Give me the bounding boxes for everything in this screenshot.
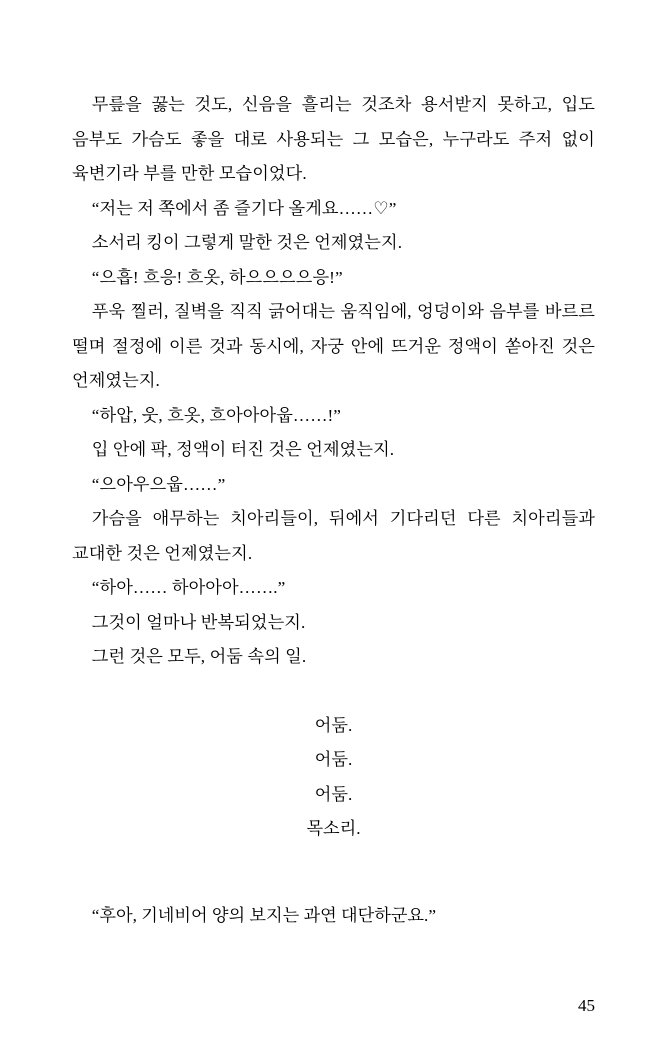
paragraph: 가슴을 애무하는 치아리들이, 뒤에서 기다리던 다른 치아리들과 교대한 것은 언제였는지. bbox=[72, 509, 595, 563]
paragraph: 그것이 얼마나 반복되었는지. bbox=[91, 612, 306, 632]
spacer bbox=[72, 847, 595, 881]
paragraph: “으흡! 흐응! 흐옷, 하으으으으응!” bbox=[91, 267, 343, 287]
centered-line: 어둠. bbox=[314, 784, 353, 804]
centered-line: 목소리. bbox=[306, 819, 361, 838]
paragraph: “으아우으웁……” bbox=[91, 474, 226, 494]
paragraph: 입 안에 팍, 정액이 터진 것은 언제였는지. bbox=[91, 440, 395, 459]
centered-lines-block bbox=[72, 709, 595, 847]
paragraph: “하압, 웃, 흐옷, 흐아아아웁……!” bbox=[91, 405, 342, 425]
paragraph: 푸욱 찔러, 질벽을 직직 긁어대는 움직임에, 엉덩이와 음부를 바르르 떨며 절정에 이른 것과 동시에, 자궁 안에 뜨거운 정액이 쏟아진 것은 언제였는지. bbox=[72, 302, 595, 390]
paragraph: “저는 저 쪽에서 좀 즐기다 올게요……♡” bbox=[91, 198, 397, 218]
paragraph: “하아…… 하아아아…….” bbox=[91, 578, 286, 597]
paragraph: 무릎을 꿇는 것도, 신음을 흘리는 것조차 용서받지 못하고, 입도 음부도 가슴도 좋을 대로 사용되는 그 모습은, 누구라도 주저 없이 육변기라 부를 만한 모습이었다. bbox=[72, 95, 595, 183]
page-number: 45 bbox=[578, 996, 595, 1015]
centered-line: 어둠. bbox=[314, 750, 353, 769]
paragraph: 소서리 킹이 그렇게 말한 것은 언제였는지. bbox=[91, 233, 403, 252]
final-paragraph: “후아, 기네비어 양의 보지는 과연 대단하군요.” bbox=[91, 905, 436, 925]
centered-line: 어둠. bbox=[314, 715, 353, 735]
paragraph: 그런 것은 모두, 어둠 속의 일. bbox=[91, 647, 307, 666]
page-body bbox=[72, 88, 595, 675]
